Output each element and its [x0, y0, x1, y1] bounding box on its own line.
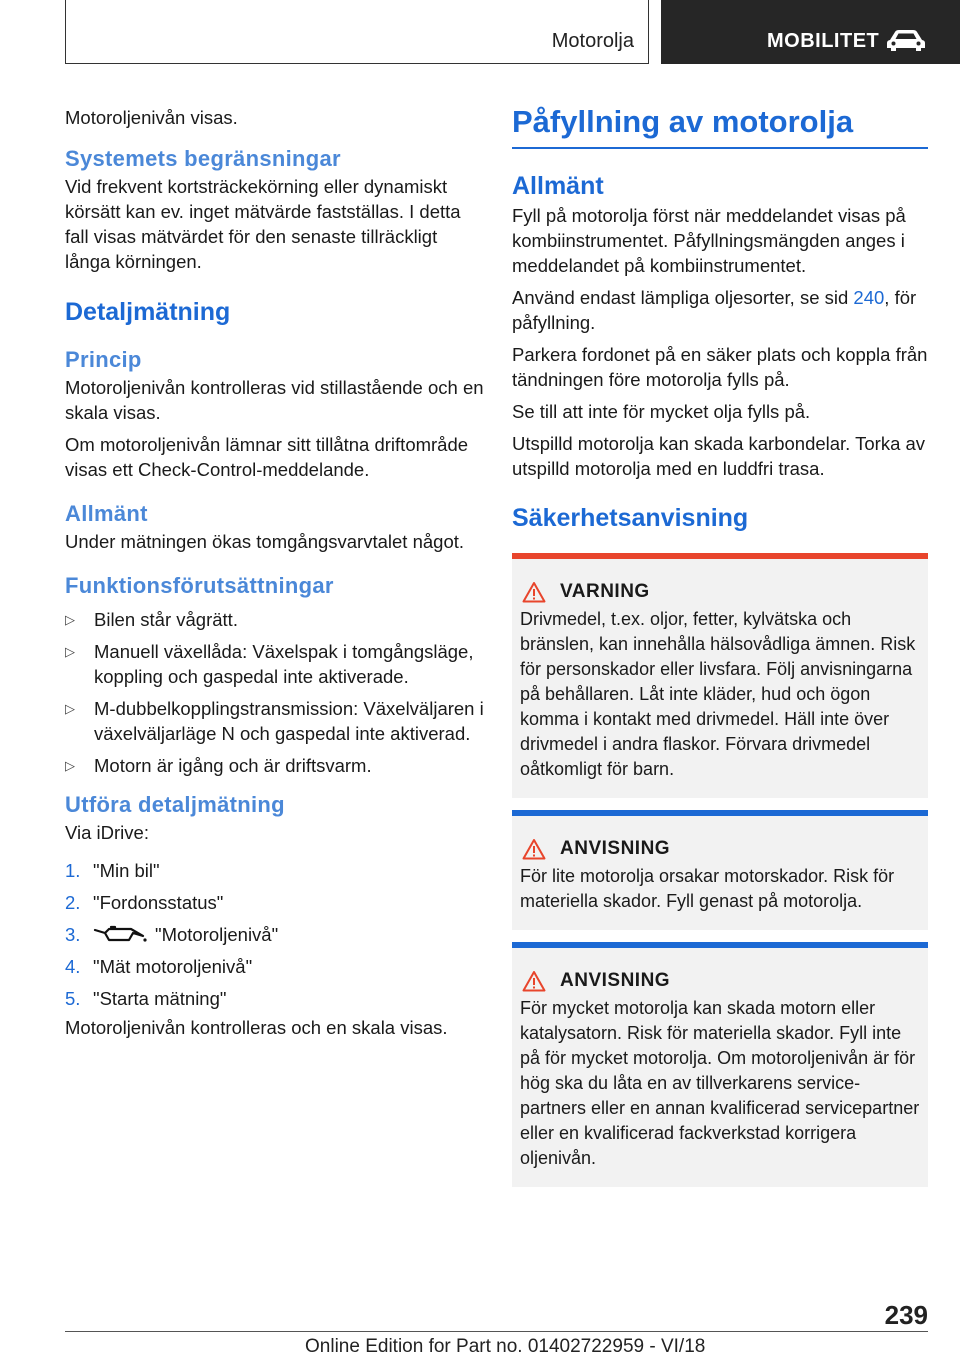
limits-heading: Systemets begränsningar: [65, 146, 341, 171]
chapter-title: Motorolja: [551, 30, 634, 52]
right-column: [512, 100, 928, 1187]
step-item: 3. "Motoroljenivå": [65, 924, 279, 945]
notice-text: För lite motorolja orsakar motorskador. Risk för materiella skador. Fyll genast på motorolja.: [520, 866, 895, 911]
right-general-heading: Allmänt: [512, 172, 604, 200]
list-item: ▷ Motorn är igång och är driftsvarm.: [65, 755, 372, 776]
step-item: 4. "Mät motoroljenivå": [65, 956, 253, 977]
header-section-tab: [661, 0, 960, 64]
notice-box-2: [512, 942, 928, 1187]
right-text-2: Använd endast lämpliga oljesorter, se sid 240, för påfyllning.: [512, 287, 917, 333]
list-item: ▷ M-dubbelkopplingstransmission: Växelväljaren i växelväljarläge N och gaspedal inte aktiverad.: [65, 698, 484, 744]
left-column: [65, 100, 485, 1040]
warning-box: [512, 553, 928, 798]
warning-triangle-icon: [522, 581, 546, 603]
right-text-5: Utspilld motorolja kan skada karbondelar. Torka av utspilld motorolja med en luddfri trasa.: [512, 433, 926, 479]
right-text-3: Parkera fordonet på en säker plats och koppla från tändningen före motorolja fylls på.: [512, 344, 928, 390]
intro-text: Motoroljenivån visas.: [65, 107, 238, 128]
perform-intro: Via iDrive:: [65, 822, 149, 843]
notice-title: ANVISNING: [560, 970, 671, 991]
warning-title: VARNING: [560, 581, 650, 602]
notice-title: ANVISNING: [560, 838, 671, 859]
detail-heading: Detaljmätning: [65, 298, 231, 326]
notice-text: För mycket motorolja kan skada motorn eller katalysatorn. Risk för materiella skador. Fyll inte på för mycket motorolja. Om motoroljenivån är för hög ska du låta en av tillverkarens servicepartners eller en annan kvalificerad servicepartner eller en kvalificerad fackverkstad korrigera oljenivån.: [520, 998, 920, 1168]
safety-heading: Säkerhetsanvisning: [512, 504, 749, 532]
list-item: ▷ Manuell växellåda: Växelspak i tomgångsläge, koppling och gaspedal inte aktiverade.: [65, 641, 474, 687]
prereq-list: [65, 607, 485, 778]
triangle-bullet-icon: ▷: [65, 644, 75, 659]
footer-divider: [65, 1331, 928, 1332]
page-reference-link[interactable]: 240: [853, 287, 885, 308]
limits-text: Vid frekvent kortsträckekörning eller dynamiskt körsätt kan ev. inget mätvärde fastställas. I detta fall visas mätvärdet för den senaste tillräckligt långa körningen.: [65, 176, 461, 272]
triangle-bullet-icon: ▷: [65, 612, 75, 627]
triangle-bullet-icon: ▷: [65, 758, 75, 773]
warning-text: Drivmedel, t.ex. oljor, fetter, kylvätska och bränslen, kan innehålla hälsovådliga ämnen. Risk för personskador eller livsfara. Följ anvisningarna på behållaren. Låt inte kläder, hud och ögon komma i kontakt med drivmedel. Häll inte över drivmedel i andra flaskor. Förvara drivmedel oåtkomligt för barn.: [520, 609, 916, 779]
warning-triangle-icon: [522, 970, 546, 992]
prereq-heading: Funktionsförutsättningar: [65, 573, 334, 598]
outro-text: Motoroljenivån kontrolleras och en skala visas.: [65, 1017, 448, 1038]
header-chapter-tab: [65, 0, 649, 64]
right-text-1: Fyll på motorolja först när meddelandet visas på kombiinstrumentet. Påfyllningsmängden anges i meddelandet på kombiinstrumentet.: [512, 205, 906, 276]
general-heading: Allmänt: [65, 501, 148, 526]
list-item: ▷ Bilen står vågrätt.: [65, 609, 238, 630]
warning-triangle-icon: [522, 838, 546, 860]
perform-heading: Utföra detaljmätning: [65, 792, 285, 817]
triangle-bullet-icon: ▷: [65, 701, 75, 716]
footer-edition: Online Edition for Part no. 01402722959 - VI/18: [305, 1336, 706, 1357]
principle-heading: Princip: [65, 347, 142, 372]
step-item: 2. "Fordonsstatus": [65, 892, 224, 913]
general-text: Under mätningen ökas tomgångsvarvtalet något.: [65, 531, 465, 552]
step-item: 5. "Starta mätning": [65, 988, 227, 1009]
section-title: MOBILITET: [767, 30, 880, 52]
notice-box-1: [512, 810, 928, 930]
oil-can-icon: [93, 924, 147, 944]
car-icon: [885, 28, 927, 54]
right-text-4: Se till att inte för mycket olja fylls på.: [512, 401, 811, 422]
principle-text-1: Motoroljenivån kontrolleras vid stillastående och en skala visas.: [65, 377, 484, 423]
page-number: 239: [884, 1300, 928, 1330]
principle-text-2: Om motoroljenivån lämnar sitt tillåtna driftområde visas ett Check-Control-meddelande.: [65, 434, 469, 480]
steps-list: [65, 858, 485, 1011]
page-title: Påfyllning av motorolja: [512, 100, 928, 149]
step-item: 1. "Min bil": [65, 860, 160, 881]
